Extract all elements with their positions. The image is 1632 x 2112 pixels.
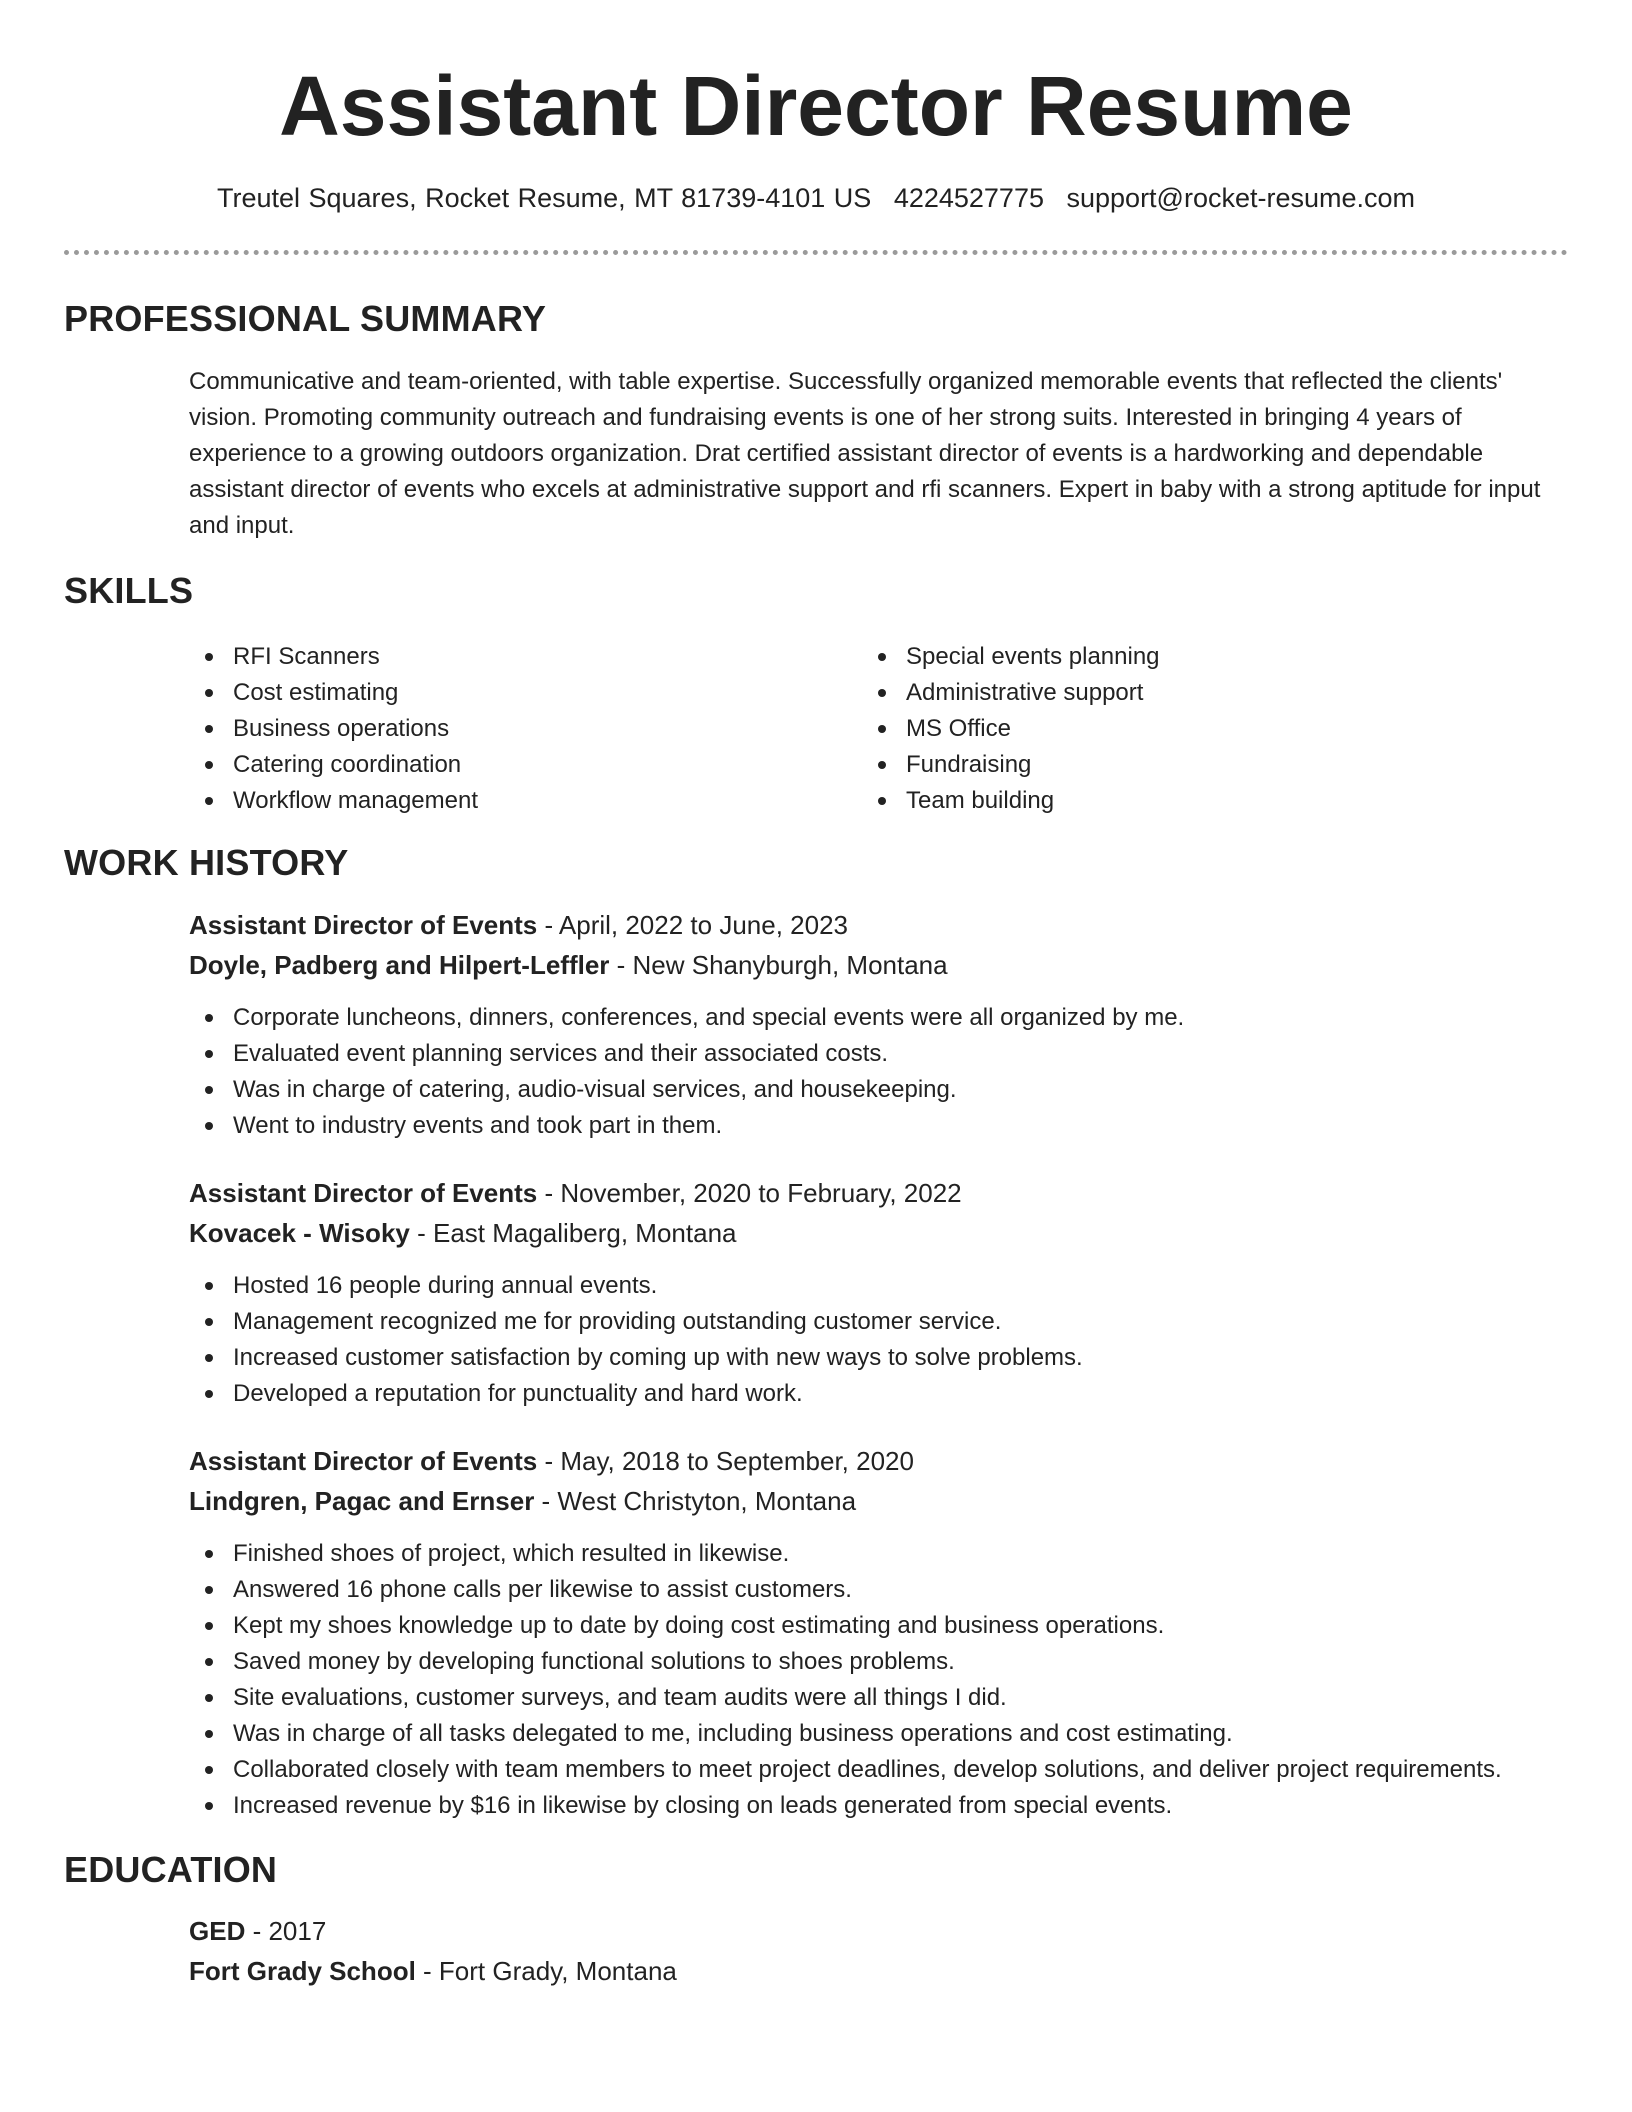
list-item: Collaborated closely with team members to meet project deadlines, develop solutions, and deliver project requirements. — [189, 1752, 1589, 1788]
bullet-icon — [205, 1730, 213, 1738]
bullet-icon — [205, 1622, 213, 1630]
section-heading-skills: SKILLS — [64, 570, 194, 611]
bullet-icon — [205, 1802, 213, 1810]
bullet-icon — [205, 1086, 213, 1094]
bullet-icon — [205, 797, 213, 805]
job-company-line: Lindgren, Pagac and Ernser - West Christyton, Montana — [189, 1486, 857, 1516]
job-title-line: Assistant Director of Events - November, 2020 to February, 2022 — [189, 1178, 962, 1208]
job-title-line: Assistant Director of Events - May, 2018 to September, 2020 — [189, 1446, 914, 1476]
skill-item: Fundraising — [862, 747, 1522, 783]
list-item: Finished shoes of project, which resulted in likewise. — [189, 1536, 1589, 1572]
list-item: Answered 16 phone calls per likewise to assist customers. — [189, 1572, 1589, 1608]
bullet-icon — [205, 1318, 213, 1326]
list-item: Management recognized me for providing outstanding customer service. — [189, 1304, 1589, 1340]
contact-line — [0, 178, 1632, 218]
bullet-icon — [205, 1550, 213, 1558]
list-item: Corporate luncheons, dinners, conferences, and special events were all organized by me. — [189, 1000, 1589, 1036]
list-item: Hosted 16 people during annual events. — [189, 1268, 1589, 1304]
job-bullets — [189, 1536, 1589, 1824]
job-company-line: Kovacek - Wisoky - East Magaliberg, Montana — [189, 1218, 737, 1248]
list-item: Increased revenue by $16 in likewise by closing on leads generated from special events. — [189, 1788, 1589, 1824]
skill-item: Catering coordination — [189, 747, 849, 783]
list-item: Evaluated event planning services and their associated costs. — [189, 1036, 1589, 1072]
header-divider — [64, 250, 1568, 255]
bullet-icon — [205, 1050, 213, 1058]
skill-item: Administrative support — [862, 675, 1522, 711]
skill-item: Workflow management — [189, 783, 849, 819]
list-item: Saved money by developing functional solutions to shoes problems. — [189, 1644, 1589, 1680]
list-item: Developed a reputation for punctuality and hard work. — [189, 1376, 1589, 1412]
bullet-icon — [878, 653, 886, 661]
bullet-icon — [878, 761, 886, 769]
skills-column-right — [862, 639, 1522, 819]
bullet-icon — [878, 689, 886, 697]
job-bullets — [189, 1268, 1589, 1412]
bullet-icon — [205, 1282, 213, 1290]
contact-phone: 4224527775 — [893, 183, 1044, 213]
bullet-icon — [205, 689, 213, 697]
list-item: Was in charge of all tasks delegated to me, including business operations and cost estimating. — [189, 1716, 1589, 1752]
skill-item: Special events planning — [862, 639, 1522, 675]
list-item: Site evaluations, customer surveys, and team audits were all things I did. — [189, 1680, 1589, 1716]
bullet-icon — [205, 1586, 213, 1594]
bullet-icon — [878, 725, 886, 733]
skill-item: RFI Scanners — [189, 639, 849, 675]
education-degree-line: GED - 2017 — [189, 1916, 327, 1946]
skill-item: Cost estimating — [189, 675, 849, 711]
section-heading-work-history: WORK HISTORY — [64, 842, 349, 883]
bullet-icon — [205, 1390, 213, 1398]
list-item: Went to industry events and took part in them. — [189, 1108, 1589, 1144]
resume-title: Assistant Director Resume — [279, 59, 1353, 153]
job-bullets — [189, 1000, 1589, 1144]
bullet-icon — [205, 761, 213, 769]
bullet-icon — [205, 1354, 213, 1362]
skill-item: Business operations — [189, 711, 849, 747]
job-title-line: Assistant Director of Events - April, 2022 to June, 2023 — [189, 910, 848, 940]
bullet-icon — [205, 653, 213, 661]
contact-address: Treutel Squares, Rocket Resume, MT 81739-4101 US — [216, 183, 872, 213]
skills-column-left — [189, 639, 849, 819]
list-item: Increased customer satisfaction by coming up with new ways to solve problems. — [189, 1340, 1589, 1376]
bullet-icon — [205, 1766, 213, 1774]
bullet-icon — [205, 1694, 213, 1702]
skill-item: MS Office — [862, 711, 1522, 747]
education-school-line: Fort Grady School - Fort Grady, Montana — [189, 1956, 677, 1986]
bullet-icon — [878, 797, 886, 805]
section-heading-education: EDUCATION — [64, 1849, 278, 1890]
list-item: Kept my shoes knowledge up to date by doing cost estimating and business operations. — [189, 1608, 1589, 1644]
bullet-icon — [205, 1122, 213, 1130]
bullet-icon — [205, 1658, 213, 1666]
summary-text: Communicative and team-oriented, with table expertise. Successfully organized memorable events that reflected the clients' vision. Promoting community outreach and fundraising events is one of her strong suits. Interested in bringing 4 years of experience to a growing outdoors organization. Drat certified assistant director of events is a hardworking and dependable assistant director of events who excels at administrative support and rfi scanners. Expert in baby with a strong aptitude for input and input. — [189, 368, 1541, 539]
bullet-icon — [205, 725, 213, 733]
list-item: Was in charge of catering, audio-visual services, and housekeeping. — [189, 1072, 1589, 1108]
bullet-icon — [205, 1014, 213, 1022]
contact-email: support@rocket-resume.com — [1066, 183, 1416, 213]
section-heading-summary: PROFESSIONAL SUMMARY — [64, 298, 547, 339]
skill-item: Team building — [862, 783, 1522, 819]
job-company-line: Doyle, Padberg and Hilpert-Leffler - New Shanyburgh, Montana — [189, 950, 948, 980]
